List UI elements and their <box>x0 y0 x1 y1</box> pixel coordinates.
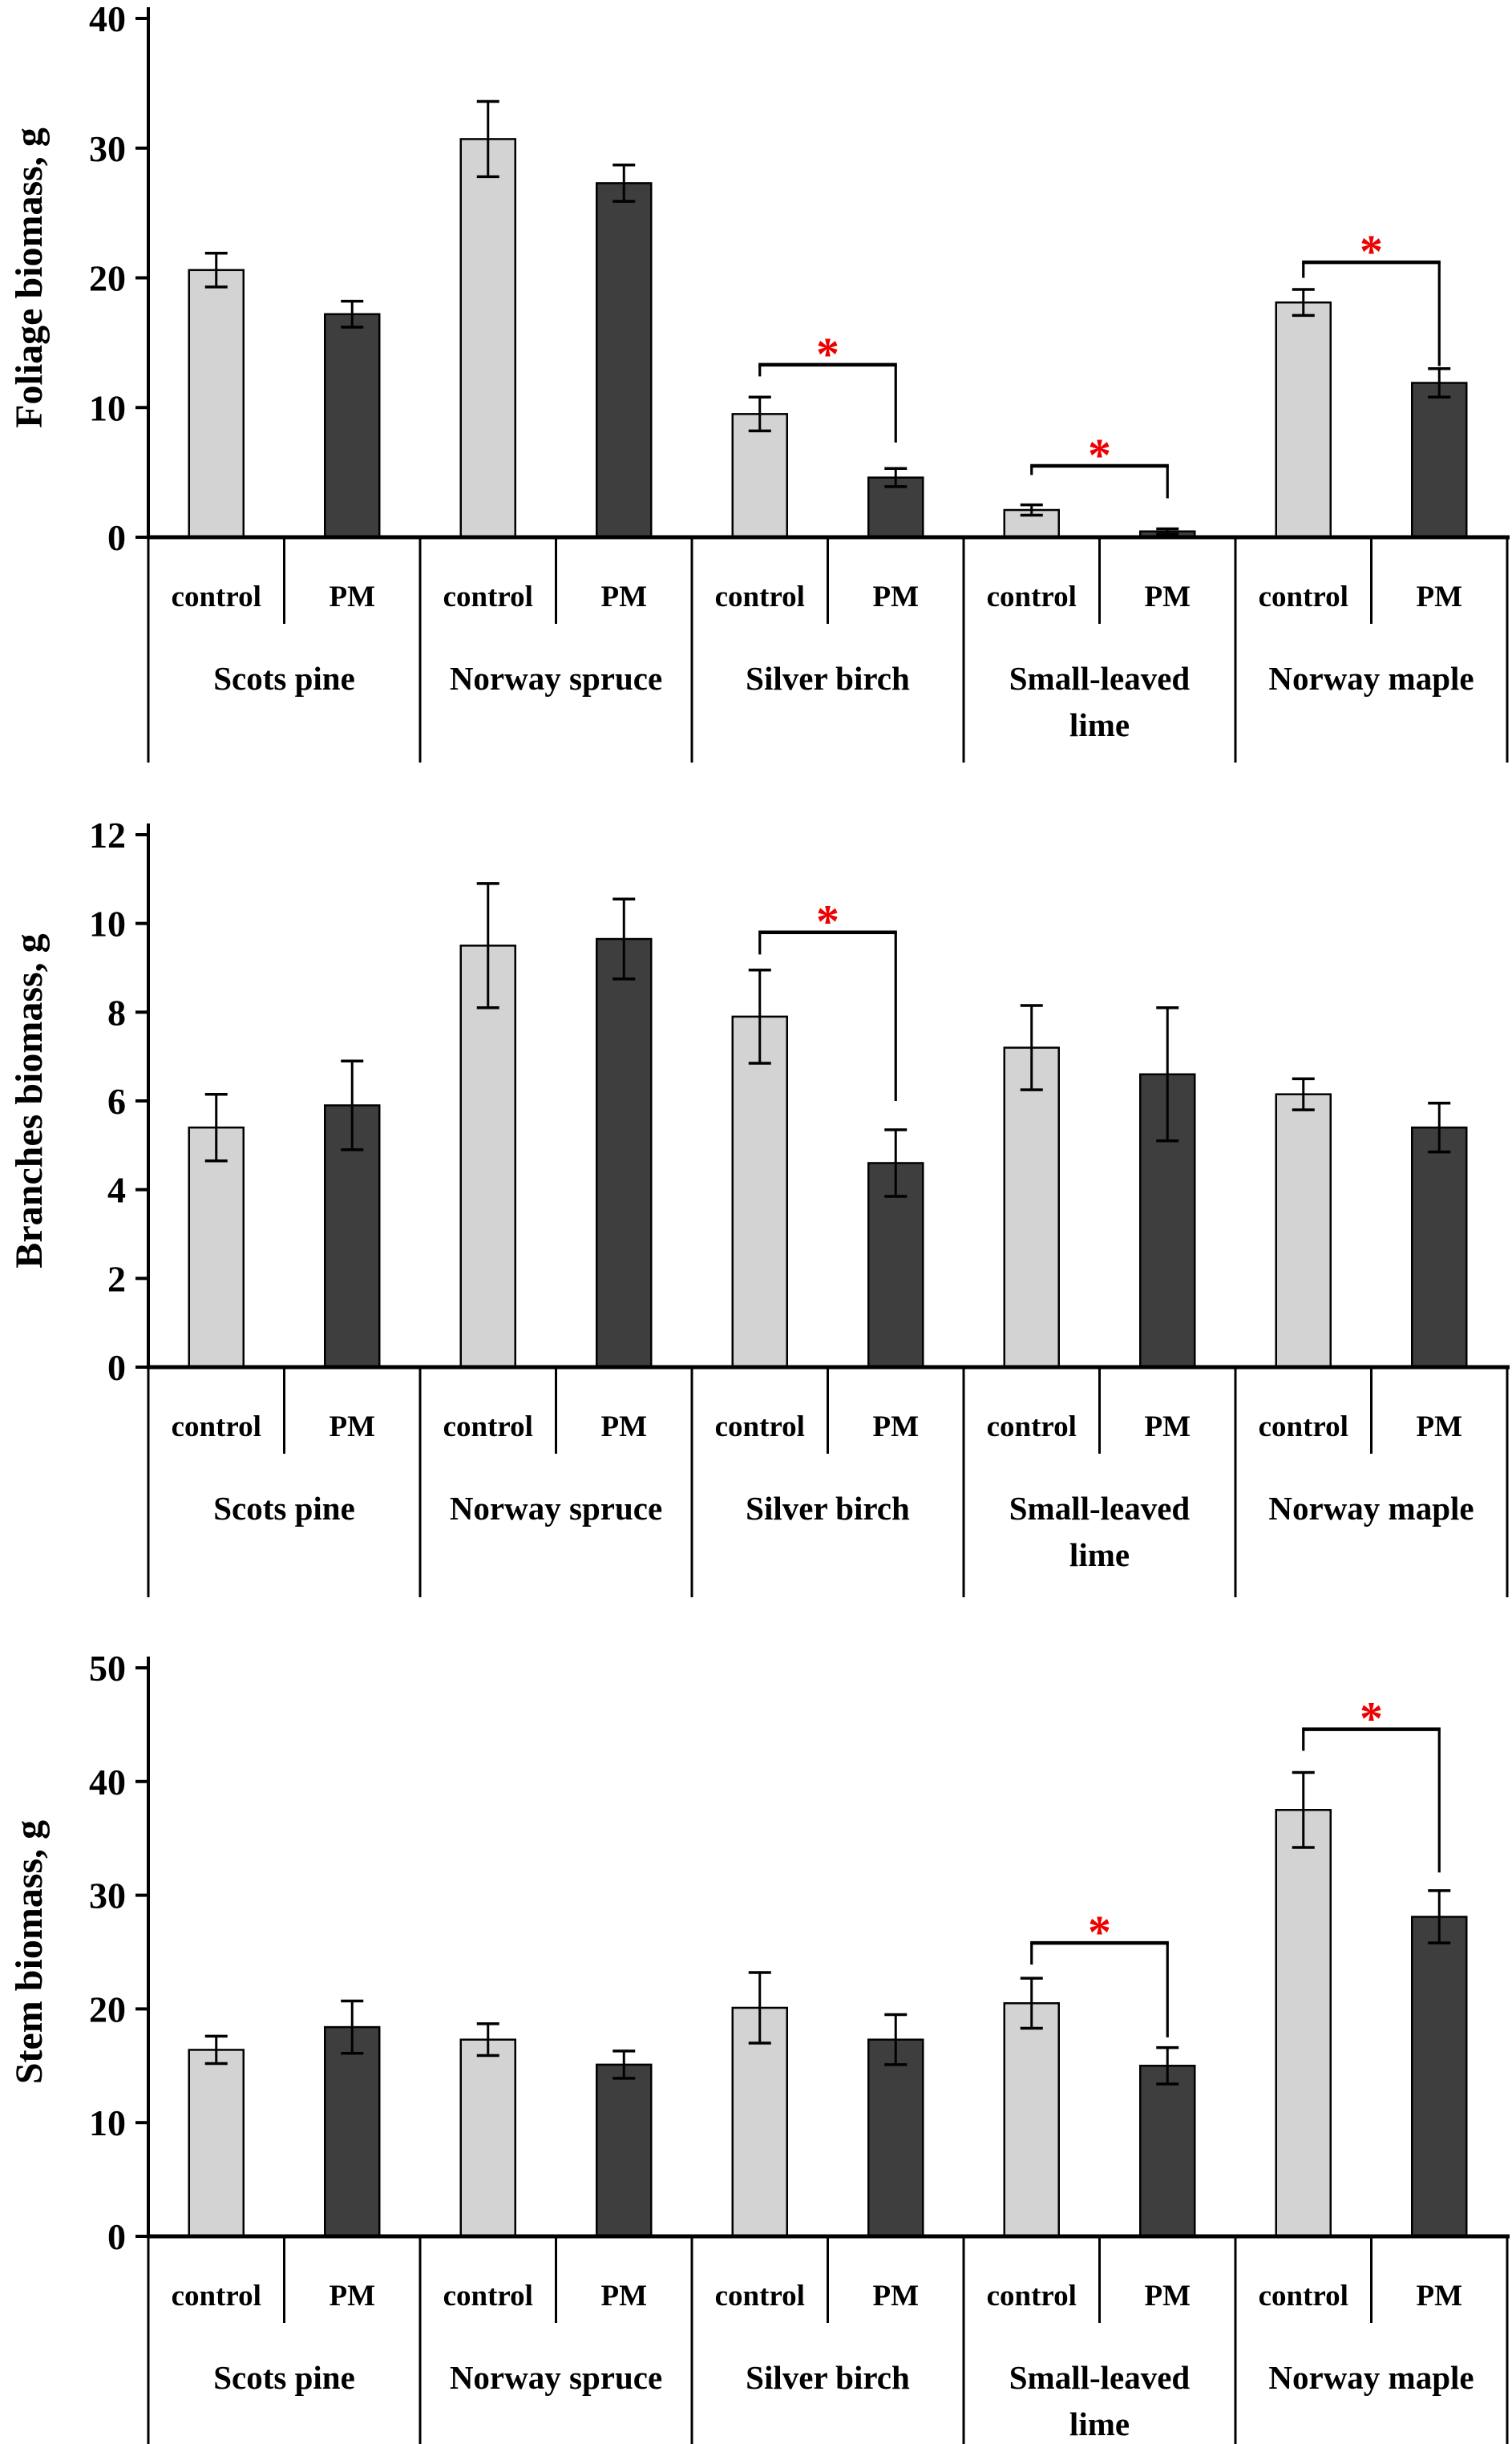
condition-label-control: control <box>714 581 805 613</box>
category-label-scots-pine: Scots pine <box>213 1490 355 1527</box>
condition-label-control: control <box>986 1410 1077 1443</box>
condition-label-control: control <box>986 581 1077 613</box>
y-tick-label: 2 <box>107 1258 126 1300</box>
bar-scots-pine-control <box>189 1127 244 1367</box>
y-tick-label: 40 <box>89 1761 126 1803</box>
category-label-small-leaved-lime: lime <box>1069 1536 1130 1573</box>
bar-norway-maple-control <box>1276 302 1331 537</box>
stem-biomass-chart <box>0 1620 1512 2444</box>
y-tick-label: 0 <box>107 1347 126 1388</box>
bar-scots-pine-control <box>189 2049 244 2236</box>
bar-norway-maple-pm <box>1412 1917 1466 2236</box>
significance-asterisk-silver-birch: * <box>816 327 839 380</box>
bar-small-leaved-lime-pm <box>1140 2066 1195 2236</box>
condition-label-pm: PM <box>872 2280 920 2312</box>
y-axis-title: Foliage biomass, g <box>8 127 51 428</box>
condition-label-control: control <box>1258 2280 1348 2312</box>
y-tick-label: 10 <box>89 387 126 429</box>
bar-scots-pine-pm <box>325 2027 379 2236</box>
condition-label-pm: PM <box>600 1410 648 1443</box>
condition-label-control: control <box>171 581 261 613</box>
y-tick-label: 30 <box>89 1875 126 1916</box>
condition-label-control: control <box>986 2280 1077 2312</box>
significance-asterisk-small-leaved-lime: * <box>1088 429 1111 482</box>
condition-label-pm: PM <box>600 2280 648 2312</box>
condition-label-control: control <box>714 1410 805 1443</box>
category-label-scots-pine: Scots pine <box>213 660 355 697</box>
category-label-norway-maple: Norway maple <box>1268 660 1474 697</box>
condition-label-pm: PM <box>329 2280 376 2312</box>
bar-norway-spruce-control <box>461 139 515 537</box>
branches-biomass-chart <box>0 790 1512 1620</box>
category-label-small-leaved-lime: lime <box>1069 2406 1130 2442</box>
significance-asterisk-norway-maple: * <box>1360 1692 1383 1745</box>
y-axis-title: Stem biomass, g <box>8 1819 51 2085</box>
y-tick-label: 10 <box>89 903 126 945</box>
condition-label-pm: PM <box>1144 1410 1191 1443</box>
category-label-small-leaved-lime: Small-leaved <box>1009 660 1191 697</box>
condition-label-control: control <box>1258 1410 1348 1443</box>
y-tick-label: 30 <box>89 127 126 169</box>
y-tick-label: 6 <box>107 1081 126 1122</box>
condition-label-pm: PM <box>872 581 920 613</box>
category-label-small-leaved-lime: Small-leaved <box>1009 1490 1191 1527</box>
category-label-silver-birch: Silver birch <box>746 660 910 697</box>
category-label-small-leaved-lime: lime <box>1069 706 1130 743</box>
category-label-norway-spruce: Norway spruce <box>449 660 663 697</box>
condition-label-pm: PM <box>329 1410 376 1443</box>
condition-label-pm: PM <box>872 1410 920 1443</box>
category-label-norway-spruce: Norway spruce <box>449 2359 663 2396</box>
condition-label-control: control <box>171 2280 261 2312</box>
bar-norway-maple-pm <box>1412 383 1466 537</box>
y-tick-label: 50 <box>89 1648 126 1689</box>
category-label-small-leaved-lime: Small-leaved <box>1009 2359 1191 2396</box>
y-tick-label: 8 <box>107 992 126 1034</box>
bar-norway-spruce-pm <box>596 183 651 537</box>
y-tick-label: 0 <box>107 517 126 558</box>
y-tick-label: 0 <box>107 2216 126 2257</box>
bar-silver-birch-pm <box>868 2040 923 2236</box>
category-label-norway-spruce: Norway spruce <box>449 1490 663 1527</box>
bar-scots-pine-pm <box>325 314 379 537</box>
condition-label-pm: PM <box>1416 1410 1463 1443</box>
bar-scots-pine-control <box>189 270 244 537</box>
category-label-silver-birch: Silver birch <box>746 2359 910 2396</box>
bar-norway-spruce-control <box>461 2040 515 2236</box>
bar-small-leaved-lime-control <box>1005 2003 1059 2236</box>
bar-norway-maple-control <box>1276 1095 1331 1367</box>
condition-label-pm: PM <box>1416 581 1463 613</box>
condition-label-control: control <box>443 581 533 613</box>
significance-asterisk-small-leaved-lime: * <box>1088 1906 1111 1959</box>
bar-norway-spruce-pm <box>596 2065 651 2236</box>
condition-label-pm: PM <box>600 581 648 613</box>
bar-silver-birch-control <box>733 1017 787 1367</box>
condition-label-control: control <box>443 1410 533 1443</box>
category-label-silver-birch: Silver birch <box>746 1490 910 1527</box>
condition-label-pm: PM <box>1144 581 1191 613</box>
condition-label-control: control <box>714 2280 805 2312</box>
condition-label-control: control <box>171 1410 261 1443</box>
condition-label-pm: PM <box>329 581 376 613</box>
y-axis-title: Branches biomass, g <box>8 933 51 1269</box>
category-label-scots-pine: Scots pine <box>213 2359 355 2396</box>
bar-small-leaved-lime-control <box>1005 1048 1059 1367</box>
bar-norway-spruce-pm <box>596 939 651 1367</box>
y-tick-label: 4 <box>107 1169 126 1211</box>
significance-asterisk-silver-birch: * <box>816 895 839 948</box>
condition-label-control: control <box>1258 581 1348 613</box>
significance-asterisk-norway-maple: * <box>1360 225 1383 278</box>
y-tick-label: 10 <box>89 2102 126 2144</box>
bar-norway-maple-control <box>1276 1810 1331 2236</box>
y-tick-label: 20 <box>89 1989 126 2030</box>
condition-label-pm: PM <box>1144 2280 1191 2312</box>
bar-silver-birch-control <box>733 414 787 537</box>
category-label-norway-maple: Norway maple <box>1268 1490 1474 1527</box>
foliage-biomass-chart <box>0 0 1512 790</box>
y-tick-label: 40 <box>89 0 126 39</box>
bar-norway-maple-pm <box>1412 1127 1466 1367</box>
category-label-norway-maple: Norway maple <box>1268 2359 1474 2396</box>
condition-label-control: control <box>443 2280 533 2312</box>
y-tick-label: 20 <box>89 257 126 299</box>
condition-label-pm: PM <box>1416 2280 1463 2312</box>
y-tick-label: 12 <box>89 815 126 856</box>
